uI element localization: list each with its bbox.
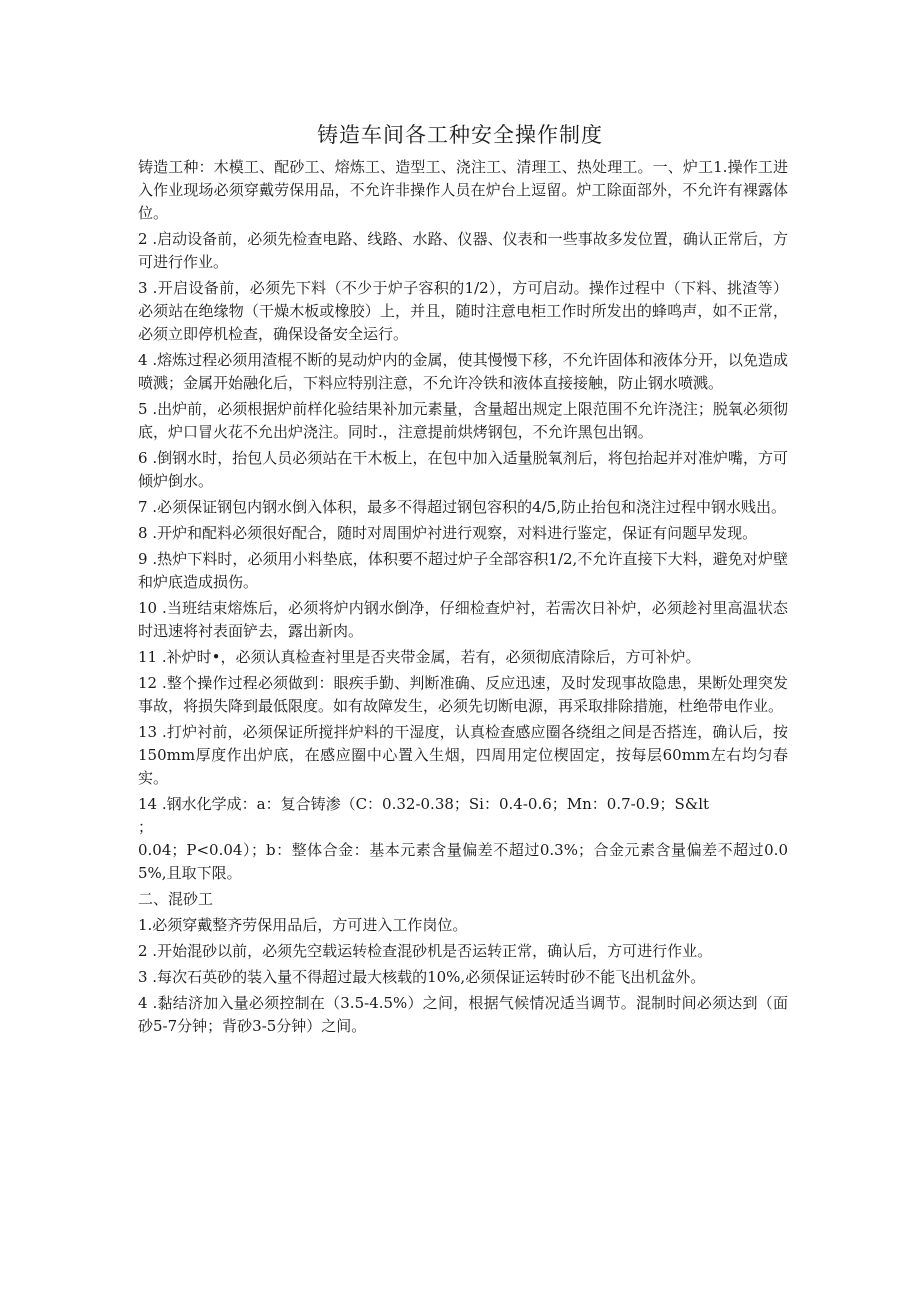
paragraph-item: 8 .开炉和配料必须很好配合，随时对周围炉衬进行观察，对料进行鉴定，保证有问题早发现。 xyxy=(138,524,758,542)
paragraph-item: 1.必须穿戴整齐劳保用品后，方可进入工作岗位。 xyxy=(138,916,468,934)
paragraph-item: 3 .每次石英砂的装入量不得超过最大核载的10%,必须保证运转时砂不能飞出机盆外。 xyxy=(138,968,706,986)
paragraph-intro: 铸造工种：木模工、配砂工、熔炼工、造型工、浇注工、清理工、热处理工。一、炉工1.操作工进入作业现场必须穿戴劳保用品，不允许非操作人员在炉台上逗留。炉工除面部外，不允许有裸露体位。 xyxy=(138,158,788,222)
paragraph-item: 6 .倒钢水时，抬包人员必须站在干木板上，在包中加入适量脱氧剂后，将包抬起并对准炉嘴，方可倾炉倒水。 xyxy=(138,449,788,490)
document-title: 铸造车间各工种安全操作制度 xyxy=(317,123,603,147)
paragraph-item: 10 .当班结束熔炼后，必须将炉内钢水倒净，仔细检查炉衬，若需次日补炉，必须趁衬里高温状态时迅速将衬表面铲去，露出新肉。 xyxy=(138,599,788,640)
paragraph-item: 2 .启动设备前，必须先检查电路、线路、水路、仪器、仪表和一些事故多发位置，确认正常后，方可进行作业。 xyxy=(138,230,788,271)
paragraph-item: 3 .开启设备前，必须先下料（不少于炉子容积的1/2），方可启动。操作过程中（下料、挑渣等）必须站在绝缘物（干燥木板或橡胶）上，并且，随时注意电柜工作时所发出的蜂鸣声，如不正常，必须立即停机检查，确保设备安全运行。 xyxy=(138,279,788,343)
paragraph-item: 9 .热炉下料时，必须用小料垫底，体积要不超过炉子全部容积1/2,不允许直接下大料，避免对炉壁和炉底造成损伤。 xyxy=(138,550,788,591)
document-body xyxy=(138,156,788,1041)
paragraph-item: 5 .出炉前，必须根据炉前样化验结果补加元素量，含量超出规定上限范围不允许浇注；脱氧必须彻底，炉口冒火花不允出炉浇注。同时.，注意提前烘烤钢包，不允许黑包出钢。 xyxy=(138,400,788,441)
paragraph-item: 14 .钢水化学成：a：复合铸渗（C：0.32-0.38；Si：0.4-0.6；Mn：0.7-0.9；S&lt ； xyxy=(138,795,710,836)
paragraph-item: 11 .补炉时•，必须认真检查衬里是否夹带金属，若有，必须彻底清除后，方可补炉。 xyxy=(138,648,701,666)
paragraph-item: 4 .黏结济加入量必须控制在（3.5-4.5%）之间，根据气候情况适当调节。混制时间必须达到（面砂5-7分钟；背砂3-5分钟）之间。 xyxy=(138,994,788,1035)
paragraph-item: 12 .整个操作过程必须做到：眼疾手勤、判断准确、反应迅速，及时发现事故隐患，果断处理突发事故，将损失降到最低限度。如有故障发生，必须先切断电源，再采取排除措施，杜绝带电作业。 xyxy=(138,674,788,715)
section-heading: 二、混砂工 xyxy=(138,890,214,908)
paragraph-item: 4 .熔炼过程必须用渣棍不断的晃动炉内的金属，使其慢慢下移，不允许固体和液体分开，以免造成喷溅；金属开始融化后，下料应特别注意，不允许冷铁和液体直接接触，防止钢水喷溅。 xyxy=(138,351,788,392)
paragraph-item: 0.04；P<0.04）；b：整体合金：基本元素含量偏差不超过0.3%；合金元素含量偏差不超过0.05%,且取下限。 xyxy=(138,841,788,882)
paragraph-item: 7 .必须保证钢包内钢水倒入体积，最多不得超过钢包容积的4/5,防止抬包和浇注过程中钢水贱出。 xyxy=(138,498,786,516)
paragraph-item: 2 .开始混砂以前，必须先空载运转检查混砂机是否运转正常，确认后，方可进行作业。 xyxy=(138,942,713,960)
paragraph-item: 13 .打炉衬前，必须保证所搅拌炉料的干湿度，认真检查感应圈各绕组之间是否搭连，确认后，按150mm厚度作出炉底，在感应圈中心置入生烟，四周用定位楔固定，按每层60mm左右均匀春实。 xyxy=(138,723,788,787)
